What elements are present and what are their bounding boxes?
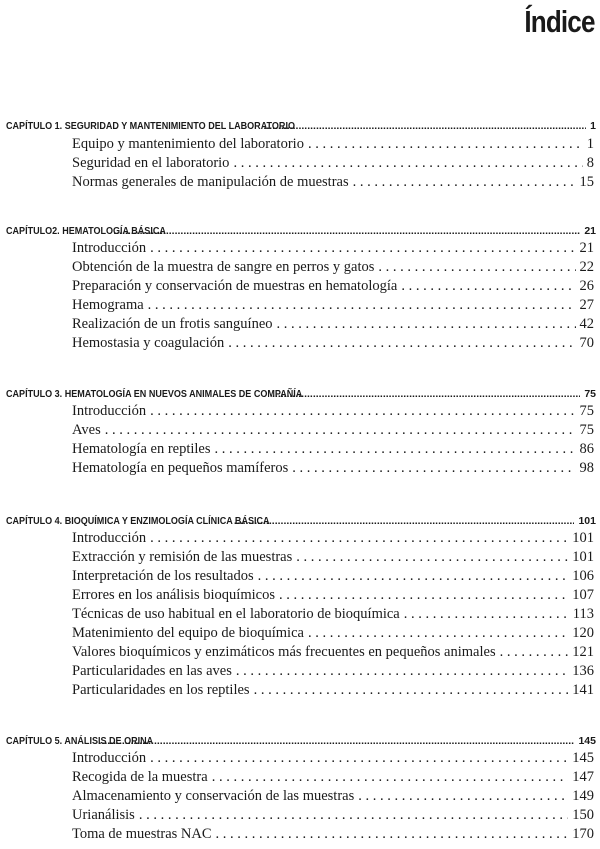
leader-dots — [148, 297, 576, 314]
page-number: 8 — [586, 155, 594, 171]
page-number: 147 — [572, 769, 594, 785]
leader-dots — [263, 120, 586, 132]
toc-entry[interactable] — [72, 403, 594, 423]
leader-dots — [150, 530, 568, 547]
chapter-title: CAPÍTULO 3. HEMATOLOGÍA EN NUEVOS ANIMALES DE COMPAÑÍA — [6, 388, 303, 400]
toc-entry[interactable] — [72, 769, 594, 789]
toc-entry[interactable] — [72, 807, 594, 827]
page-number: 113 — [572, 606, 594, 622]
page-number: 136 — [572, 663, 594, 679]
toc-entry[interactable] — [72, 316, 594, 336]
toc-entry[interactable] — [72, 750, 594, 770]
page-number: 101 — [572, 549, 594, 565]
page-number: 1 — [590, 120, 596, 132]
entry-title: Equipo y mantenimiento del laboratorio — [72, 136, 304, 152]
toc-entry[interactable] — [72, 136, 594, 156]
entry-title: Realización de un frotis sanguíneo — [72, 316, 273, 332]
leader-dots — [353, 174, 576, 191]
page-number: 26 — [579, 278, 594, 294]
page-number: 15 — [579, 174, 594, 190]
page-number: 86 — [579, 441, 594, 457]
leader-dots — [272, 388, 580, 400]
entry-title: Recogida de la muestra — [72, 769, 208, 785]
page-number: 21 — [579, 240, 594, 256]
leader-dots — [292, 460, 575, 477]
page-number: 149 — [572, 788, 594, 804]
leader-dots — [150, 403, 575, 420]
toc-entry[interactable] — [72, 278, 594, 298]
toc-entry[interactable] — [72, 663, 594, 683]
entry-title: Técnicas de uso habitual en el laboratorio de bioquímica — [72, 606, 400, 622]
page-number: 42 — [579, 316, 594, 332]
entry-title: Seguridad en el laboratorio — [72, 155, 230, 171]
page-title: Índice — [524, 4, 595, 39]
entry-title: Extracción y remisión de las muestras — [72, 549, 293, 565]
chapter-title: CAPÍTULO 4. BIOQUÍMICA Y ENZIMOLOGÍA CLÍNICA BÁSICA — [6, 515, 270, 527]
leader-dots — [254, 682, 569, 699]
entry-title: Almacenamiento y conservación de las muestras — [72, 788, 355, 804]
leader-dots — [500, 644, 569, 661]
leader-dots — [277, 316, 576, 333]
entry-title: Normas generales de manipulación de muestras — [72, 174, 349, 190]
leader-dots — [139, 807, 568, 824]
leader-dots — [404, 606, 569, 623]
toc-entry[interactable] — [72, 297, 594, 317]
entry-title: Hematología en pequeños mamíferos — [72, 460, 289, 476]
toc-entry[interactable] — [72, 606, 594, 626]
entry-title: Particularidades en las aves — [72, 663, 232, 679]
leader-dots — [279, 587, 568, 604]
leader-dots — [150, 750, 568, 767]
entry-title: Particularidades en los reptiles — [72, 682, 250, 698]
entry-title: Valores bioquímicos y enzimáticos más frecuentes en pequeños animales — [72, 644, 496, 660]
toc-entry[interactable] — [72, 259, 594, 279]
toc-entry[interactable] — [72, 644, 594, 664]
toc-entry[interactable] — [72, 682, 594, 702]
page-number: 70 — [579, 335, 594, 351]
leader-dots — [378, 259, 575, 276]
page-number: 141 — [572, 682, 594, 698]
entry-title: Aves — [72, 422, 101, 438]
toc-entry[interactable] — [72, 335, 594, 355]
page-number: 145 — [572, 750, 594, 766]
toc-entry[interactable] — [72, 441, 594, 461]
entry-title: Introducción — [72, 750, 147, 766]
leader-dots — [296, 549, 568, 566]
leader-dots — [236, 663, 568, 680]
entry-title: Introducción — [72, 403, 147, 419]
page-number: 107 — [572, 587, 594, 603]
entry-title: Matenimiento del equipo de bioquímica — [72, 625, 304, 641]
leader-dots — [258, 568, 569, 585]
leader-dots — [216, 826, 569, 843]
entry-title: Introducción — [72, 530, 147, 546]
toc-entry[interactable] — [72, 174, 594, 194]
entry-title: Hemostasia y coagulación — [72, 335, 225, 351]
toc-entry[interactable] — [72, 568, 594, 588]
leader-dots — [233, 155, 582, 172]
leader-dots — [228, 335, 575, 352]
chapter-title: CAPÍTULO 5. ANÁLISIS DE ORINA — [6, 735, 154, 747]
page-number: 106 — [572, 568, 594, 584]
entry-title: Urianálisis — [72, 807, 135, 823]
entry-title: Errores en los análisis bioquímicos — [72, 587, 275, 603]
page-number: 170 — [572, 826, 594, 842]
chapter-title: CAPÍTULO2. HEMATOLOGÍA BÁSICA — [6, 225, 166, 237]
page-number: 75 — [584, 388, 596, 400]
entry-title: Obtención de la muestra de sangre en perros y gatos — [72, 259, 375, 275]
leader-dots — [105, 422, 576, 439]
page-number: 150 — [572, 807, 594, 823]
page-number: 75 — [579, 422, 594, 438]
page-number: 145 — [578, 735, 596, 747]
entry-title: Interpretación de los resultados — [72, 568, 254, 584]
toc-entry[interactable] — [72, 240, 594, 260]
leader-dots — [215, 441, 576, 458]
page-number: 101 — [578, 515, 596, 527]
page-number: 98 — [579, 460, 594, 476]
leader-dots — [401, 278, 575, 295]
page-number: 27 — [579, 297, 594, 313]
toc-entry[interactable] — [72, 530, 594, 550]
toc-entry[interactable] — [72, 587, 594, 607]
chapter-heading[interactable] — [6, 515, 596, 531]
page-number: 101 — [572, 530, 594, 546]
entry-title: Hemograma — [72, 297, 144, 313]
leader-dots — [308, 136, 583, 153]
toc-entry[interactable] — [72, 460, 594, 480]
chapter-heading[interactable] — [6, 225, 596, 241]
toc-entry[interactable] — [72, 788, 594, 808]
chapter-title: CAPÍTULO 1. SEGURIDAD Y MANTENIMIENTO DEL LABORATORIO — [6, 120, 295, 132]
chapter-heading[interactable] — [6, 388, 596, 404]
page-number: 1 — [586, 136, 594, 152]
leader-dots — [212, 769, 569, 786]
page-number: 121 — [572, 644, 594, 660]
page-number: 22 — [579, 259, 594, 275]
entry-title: Preparación y conservación de muestras en hematología — [72, 278, 398, 294]
entry-title: Hematología en reptiles — [72, 441, 211, 457]
leader-dots — [358, 788, 568, 805]
toc-entry[interactable] — [72, 826, 594, 846]
leader-dots — [308, 625, 568, 642]
leader-dots — [113, 225, 580, 237]
chapter-heading[interactable] — [6, 120, 596, 136]
page-number: 21 — [584, 225, 596, 237]
leader-dots — [99, 735, 575, 747]
leader-dots — [234, 515, 575, 527]
toc-entry[interactable] — [72, 155, 594, 175]
entry-title: Toma de muestras NAC — [72, 826, 212, 842]
toc-entry[interactable] — [72, 549, 594, 569]
toc-entry[interactable] — [72, 422, 594, 442]
page-number: 120 — [572, 625, 594, 641]
leader-dots — [150, 240, 575, 257]
entry-title: Introducción — [72, 240, 147, 256]
page-number: 75 — [579, 403, 594, 419]
toc-entry[interactable] — [72, 625, 594, 645]
chapter-heading[interactable] — [6, 735, 596, 751]
